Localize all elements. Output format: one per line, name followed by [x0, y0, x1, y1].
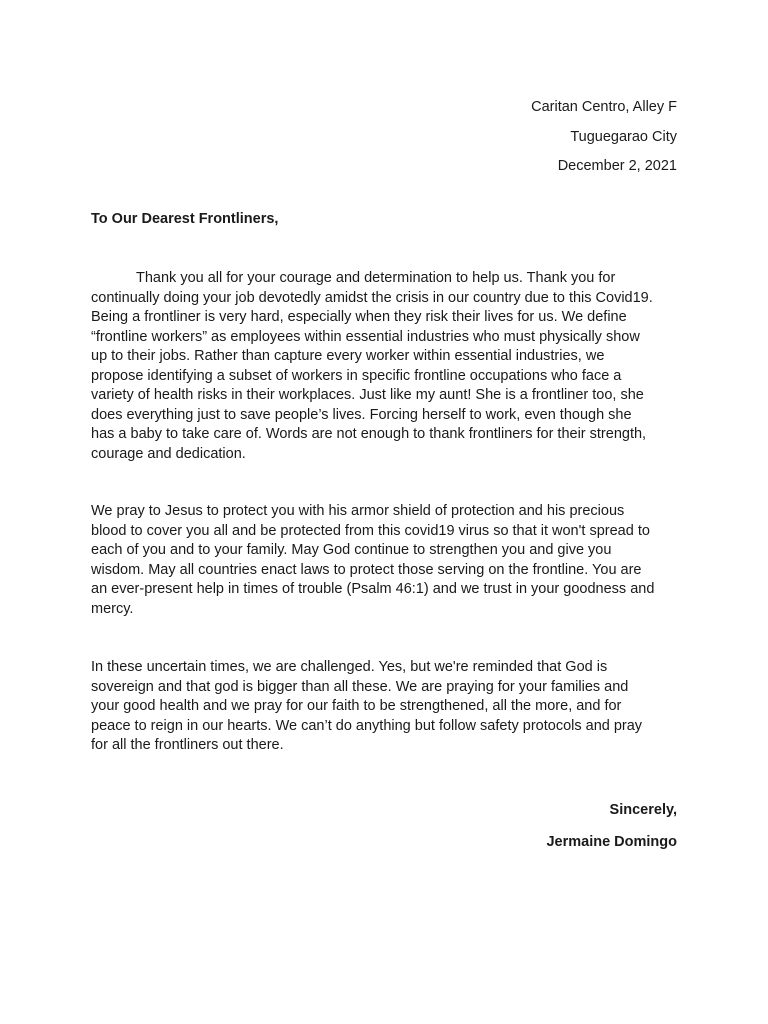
paragraph-line: does everything just to save people’s lives. Forcing herself to work, even though she	[91, 406, 632, 423]
paragraph-line: Being a frontliner is very hard, especially when they risk their lives for us. We define	[91, 309, 627, 325]
paragraph-line: for all the frontliners out there.	[91, 737, 284, 753]
paragraph-line: courage and dedication.	[91, 445, 246, 462]
address-street: Caritan Centro, Alley F	[531, 99, 677, 115]
closing-phrase: Sincerely,	[609, 802, 677, 818]
body-paragraph-2	[91, 502, 681, 619]
paragraph-line: In these uncertain times, we are challenged. Yes, but we're reminded that God is	[91, 659, 608, 675]
paragraph-line: mercy.	[91, 600, 134, 617]
paragraph-line: up to their jobs. Rather than capture every worker within essential industries, we	[91, 348, 605, 364]
paragraph-line: your good health and we pray for our faith to be strengthened, all the more, and for	[91, 698, 622, 714]
signature-name: Jermaine Domingo	[546, 834, 677, 850]
paragraph-line: variety of health risks in their workplaces. Just like my aunt! She is a frontliner too, she	[91, 387, 644, 403]
paragraph-line: propose identifying a subset of workers in specific frontline occupations who face a	[91, 367, 622, 384]
paragraph-line: Thank you all for your courage and determination to help us. Thank you for	[136, 270, 616, 286]
paragraph-line: continually doing your job devotedly amidst the crisis in our country due to this Covid19.	[91, 289, 653, 306]
body-paragraph-1	[91, 269, 681, 464]
sender-address	[531, 93, 677, 182]
paragraph-line: We pray to Jesus to protect you with his armor shield of protection and his precious	[91, 503, 625, 519]
paragraph-line: sovereign and that god is bigger than all these. We are praying for your families and	[91, 678, 629, 695]
paragraph-line: peace to reign in our hearts. We can’t do anything but follow safety protocols and pray	[91, 717, 643, 734]
letter-date: December 2, 2021	[557, 158, 677, 174]
address-city: Tuguegarao City	[570, 128, 677, 145]
paragraph-line: an ever-present help in times of trouble (Psalm 46:1) and we trust in your goodness and	[91, 581, 655, 597]
body-paragraph-3	[91, 658, 681, 756]
paragraph-line: wisdom. May all countries enact laws to protect those serving on the frontline. You are	[91, 561, 642, 578]
letter-closing	[546, 794, 677, 858]
paragraph-line: each of you and to your family. May God continue to strengthen you and give you	[91, 542, 612, 558]
paragraph-line: has a baby to take care of. Words are not enough to thank frontliners for their strength,	[91, 426, 647, 442]
salutation: To Our Dearest Frontliners,	[91, 211, 279, 227]
paragraph-line: “frontline workers” as employees within essential industries who must physically show	[91, 328, 640, 345]
paragraph-line: blood to cover you all and be protected from this covid19 virus so that it won't spread to	[91, 522, 650, 539]
